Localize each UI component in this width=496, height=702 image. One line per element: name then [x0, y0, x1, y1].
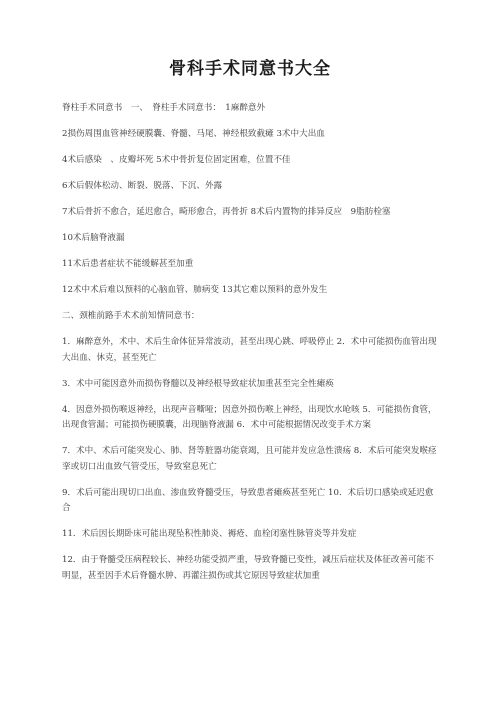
paragraph: 10术后脑脊液漏 [62, 233, 125, 243]
paragraph: 4术后感染 、皮瓣坏死 5术中骨折复位固定困难，位置不佳 [62, 155, 291, 165]
paragraph: 1．麻醉意外，术中、术后生命体征异常波动，甚至出现心跳、呼吸停止 2．术中可能损伤血管出现大出血、休克，甚至死亡 [62, 337, 437, 363]
paragraph: 11．术后因长期卧床可能出现坠积性肺炎、褥疮、血栓闭塞性脉管炎等并发症 [62, 529, 357, 539]
paragraph: 2损伤周围血管神经硬膜囊、脊髓、马尾、神经根致截瘫 3术中大出血 [62, 129, 325, 139]
section-heading: 二、颈椎前路手术术前知情同意书： [62, 311, 200, 321]
paragraph: 3．术中可能因意外而损伤脊髓以及神经根导致症状加重甚至完全性瘫痪 [62, 378, 334, 389]
paragraph: 11术后患者症状不能缓解甚至加重 [62, 259, 194, 269]
paragraph: 9．术后可能出现切口出血、渗血致脊髓受压，导致患者瘫痪甚至死亡 10．术后切口感染或延迟愈合 [62, 487, 434, 513]
paragraph: 12术中术后难以预料的心脑血管、肺病变 13其它难以预料的意外发生 [62, 285, 328, 295]
paragraph: 4．因意外损伤喉返神经，出现声音嘶哑；因意外损伤喉上神经，出现饮水呛咳 5．可能损伤食管，出现食管漏；可能损伤硬膜囊，出现脑脊液漏 6．术中可能根据情况改变手术方案 [62, 404, 437, 430]
paragraph: 7术后骨折不愈合，延迟愈合，畸形愈合，再骨折 8术后内置物的排异反应 9脂肪栓塞 [62, 207, 391, 217]
paragraph: 6术后假体松动、断裂、脱落、下沉、外露 [62, 181, 223, 191]
document-title: 骨科手术同意书大全 [169, 59, 331, 79]
paragraph: 12．由于脊髓受压病程较长、神经功能受损严重，导致脊髓已变性，减压后症状及体征改善可能不明显，甚至因手术后脊髓水肿、再灌注损伤或其它原因导致症状加重 [62, 555, 434, 581]
paragraph: 7．术中、术后可能突发心、肺、肾等脏器功能衰竭，且可能并发应急性溃疡 8．术后可能突发喉痉挛或切口出血致气管受压，导致窒息死亡 [62, 446, 437, 472]
paragraph: 脊柱手术同意书 一、 脊柱手术同意书： 1麻醉意外 [62, 103, 266, 113]
